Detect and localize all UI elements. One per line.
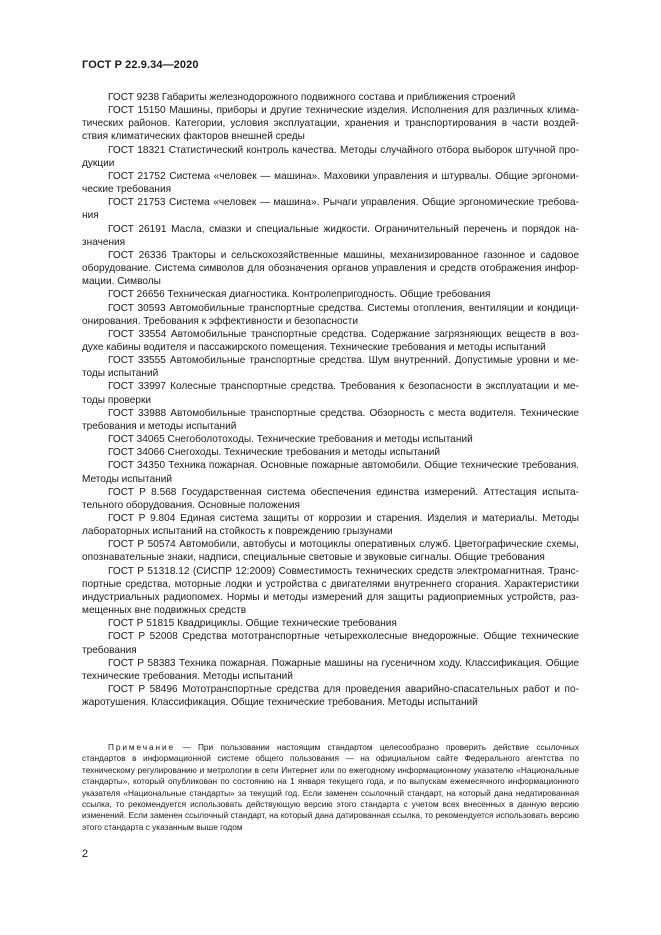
reference-item: ГОСТ 15150 Машины, приборы и другие технические изделия. Исполнения для различных климатических районов. Категории, условия эксплуатации, хранения и транспортирования в части воздействия климатических факторов внешней среды: [82, 105, 579, 143]
reference-item: ГОСТ 33988 Автомобильные транспортные средства. Обзорность с места водителя. Технические требования и методы испытаний: [82, 407, 579, 432]
reference-item: ГОСТ Р 51815 Квадрициклы. Общие технические требования: [108, 618, 397, 630]
reference-item: ГОСТ 18321 Статистический контроль качества. Методы случайного отбора выборок штучной продукции: [82, 144, 579, 169]
reference-item: ГОСТ 21752 Система «человек — машина». Маховики управления и штурвалы. Общие эргономические требования: [82, 170, 579, 196]
reference-item: ГОСТ 33555 Автомобильные транспортные средства. Шум внутренний. Допустимые уровни и методы испытаний: [82, 355, 579, 380]
reference-item: ГОСТ Р 50574 Автомобили, автобусы и мотоциклы оперативных служб. Цветографические схемы, опознавательные знаки, надписи, специальные световые и звуковые сигналы. Общие требования: [82, 539, 579, 564]
reference-item: ГОСТ 26336 Тракторы и сельскохозяйственные машины, механизированное газонное и садовое оборудование. Система символов для обозначения органов управления и средств отображения информации. Символы: [82, 249, 579, 288]
reference-item: ГОСТ 26191 Масла, смазки и специальные жидкости. Ограничительный перечень и порядок назначения: [82, 223, 579, 248]
document-header: ГОСТ Р 22.9.34—2020: [82, 59, 199, 71]
note-label: Примечание: [108, 742, 176, 752]
reference-item: ГОСТ Р 51318.12 (СИСПР 12:2009) Совместимость технических средств электромагнитная. Транспортные средства, моторные лодки и устройства с двигателями внутреннего сгорания. Характеристики индустриальных радиопомех. Нормы и методы измерений для защиты радиоприемных устройств, размещенных вне подвижных средств: [82, 565, 579, 617]
reference-item: ГОСТ Р 8.568 Государственная система обеспечения единства измерений. Аттестация испытательного оборудования. Основные положения: [82, 486, 579, 511]
note-paragraph: [82, 742, 579, 833]
reference-item: ГОСТ Р 58496 Мототранспортные средства для проведения аварийно-спасательных работ и пожаротушения. Классификация. Общие технические требования. Методы испытаний: [82, 684, 579, 709]
note-text: — При пользовании настоящим стандартом целесообразно проверить действие ссылочных стандартов в информационной системе общего пользования — на официальном сайте Федерального агентства по техническому регулированию и метрологии в сети Интернет или по ежегодному информационному указателю «Национальные стандарты», который опубликован по состоянию на 1 января текущего года, и по выпускам ежемесячного информационного указателя «Национальные стандарты» за текущий год. Если заменен ссылочный стандарт, на который дана недатированная ссылка, то рекомендуется использовать действующую версию этого стандарта с учетом всех внесенных в данную версию изменений. Если заменен ссылочный стандарт, на который дана датированная ссылка, то рекомендуется использовать версию этого стандарта с указанным выше годом: [82, 742, 579, 832]
reference-item: ГОСТ 34065 Снегоболотоходы. Технические требования и методы испытаний: [108, 434, 473, 446]
reference-item: ГОСТ 34350 Техника пожарная. Основные пожарные автомобили. Общие технические требования. Методы испытаний: [82, 460, 579, 485]
reference-item: ГОСТ 33554 Автомобильные транспортные средства. Содержание загрязняющих веществ в воздухе кабины водителя и пассажирского помещения. Технические требования и методы испытаний: [82, 328, 579, 353]
reference-item: ГОСТ 26656 Техническая диагностика. Контролепригодность. Общие требования: [108, 289, 491, 301]
reference-item: ГОСТ 9238 Габариты железнодорожного подвижного состава и приближения строений: [108, 92, 516, 103]
reference-item: ГОСТ 21753 Система «человек — машина». Рычаги управления. Общие эргономические требования: [82, 197, 579, 222]
reference-item: ГОСТ 34066 Снегоходы. Технические требования и методы испытаний: [108, 447, 441, 459]
reference-item: ГОСТ Р 9.804 Единая система защиты от коррозии и старения. Изделия и материалы. Методы лабораторных испытаний на стойкость к повреждению грызунами: [82, 513, 579, 538]
reference-item: ГОСТ Р 52008 Средства мототранспортные четырехколесные внедорожные. Общие технические требования: [82, 631, 579, 656]
reference-item: ГОСТ Р 58383 Техника пожарная. Пожарные машины на гусеничном ходу. Классификация. Общие технические требования. Методы испытаний: [82, 657, 579, 682]
normative-references-list: [82, 91, 579, 709]
page-number: 2: [82, 848, 89, 860]
reference-item: ГОСТ 30593 Автомобильные транспортные средства. Системы отопления, вентиляции и кондиционирования. Требования к эффективности и безопасности: [82, 302, 579, 327]
reference-item: ГОСТ 33997 Колесные транспортные средства. Требования к безопасности в эксплуатации и методы проверки: [82, 381, 579, 406]
